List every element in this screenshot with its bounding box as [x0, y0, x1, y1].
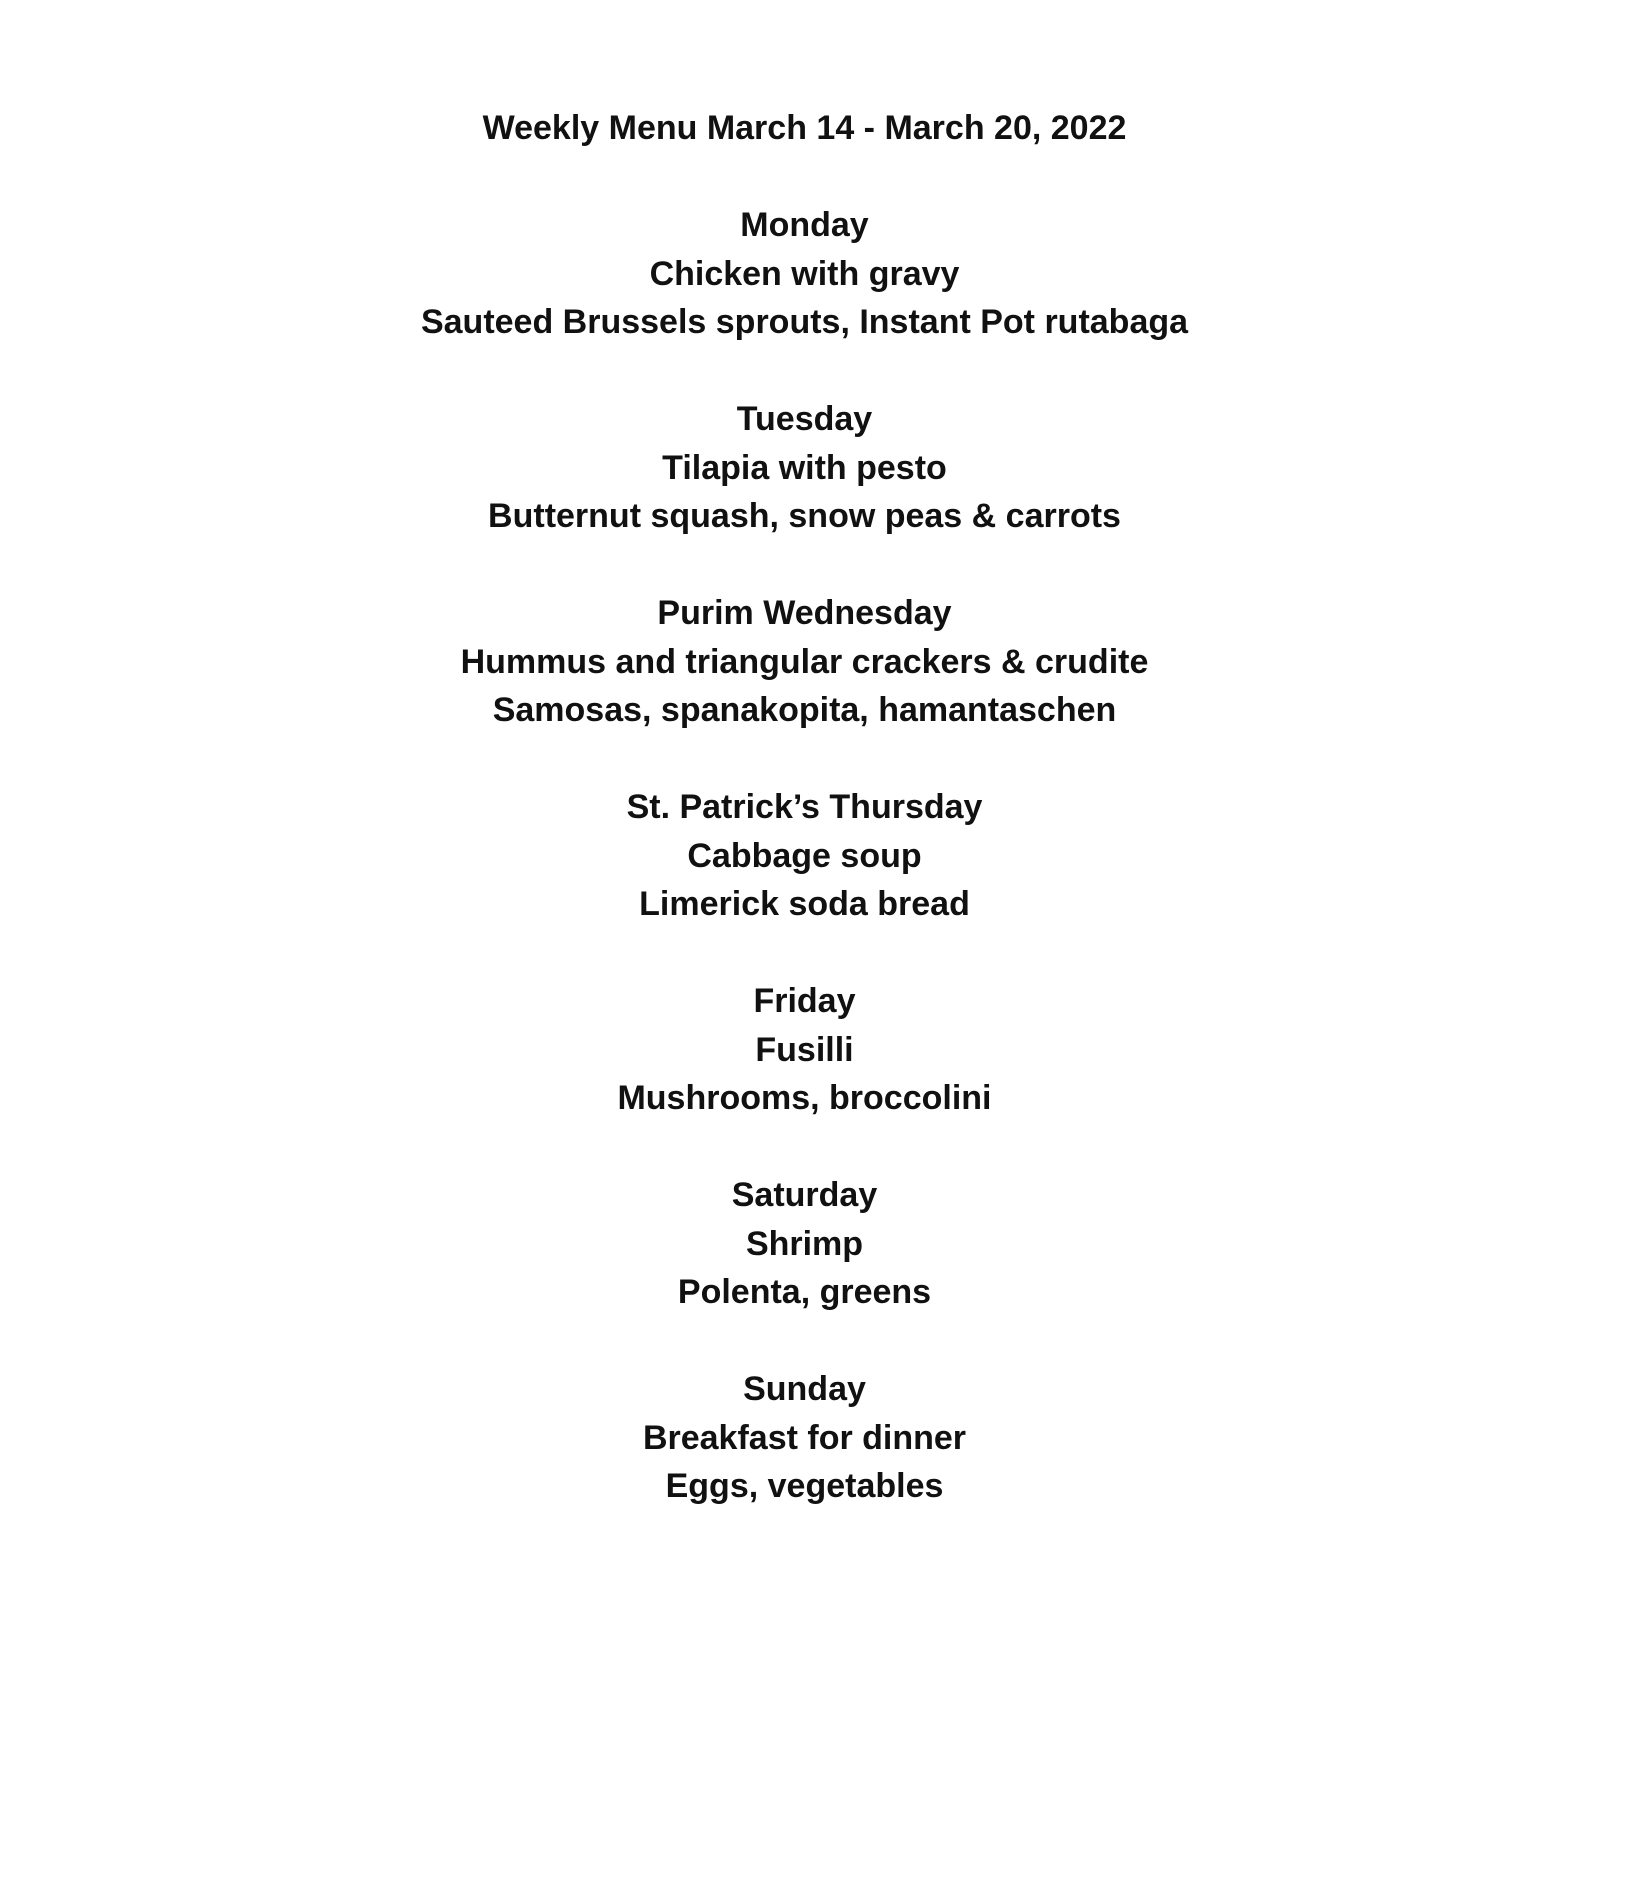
day-name: Tuesday: [736, 400, 873, 438]
side-dishes: Samosas, spanakopita, hamantaschen: [492, 691, 1117, 729]
day-block-thursday: [0, 783, 1609, 929]
weekly-menu: [0, 104, 1609, 1511]
main-dish: Breakfast for dinner: [642, 1418, 967, 1457]
day-name: Monday: [740, 206, 869, 244]
day-name: St. Patrick’s Thursday: [626, 788, 983, 826]
side-dishes: Sauteed Brussels sprouts, Instant Pot rutabaga: [420, 303, 1189, 341]
day-block-saturday: [0, 1171, 1609, 1317]
day-block-monday: [0, 201, 1609, 347]
main-dish: Chicken with gravy: [649, 254, 960, 293]
side-dishes: Limerick soda bread: [639, 885, 970, 923]
side-dishes: Eggs, vegetables: [665, 1467, 944, 1505]
day-name: Sunday: [743, 1370, 866, 1408]
day-block-wednesday: [0, 589, 1609, 735]
day-block-sunday: [0, 1365, 1609, 1511]
side-dishes: Polenta, greens: [677, 1273, 932, 1311]
main-dish: Cabbage soup: [687, 836, 922, 875]
main-dish: Fusilli: [755, 1030, 854, 1069]
main-dish: Shrimp: [745, 1224, 864, 1263]
main-dish: Tilapia with pesto: [662, 448, 947, 487]
side-dishes: Butternut squash, snow peas & carrots: [488, 497, 1121, 535]
menu-title: Weekly Menu March 14 - March 20, 2022: [482, 109, 1127, 147]
day-block-tuesday: [0, 395, 1609, 541]
day-name: Purim Wednesday: [657, 594, 952, 632]
day-name: Saturday: [731, 1176, 878, 1214]
day-block-friday: [0, 977, 1609, 1123]
side-dishes: Mushrooms, broccolini: [617, 1079, 992, 1117]
main-dish: Hummus and triangular crackers & crudite: [460, 642, 1149, 681]
day-name: Friday: [753, 982, 856, 1020]
